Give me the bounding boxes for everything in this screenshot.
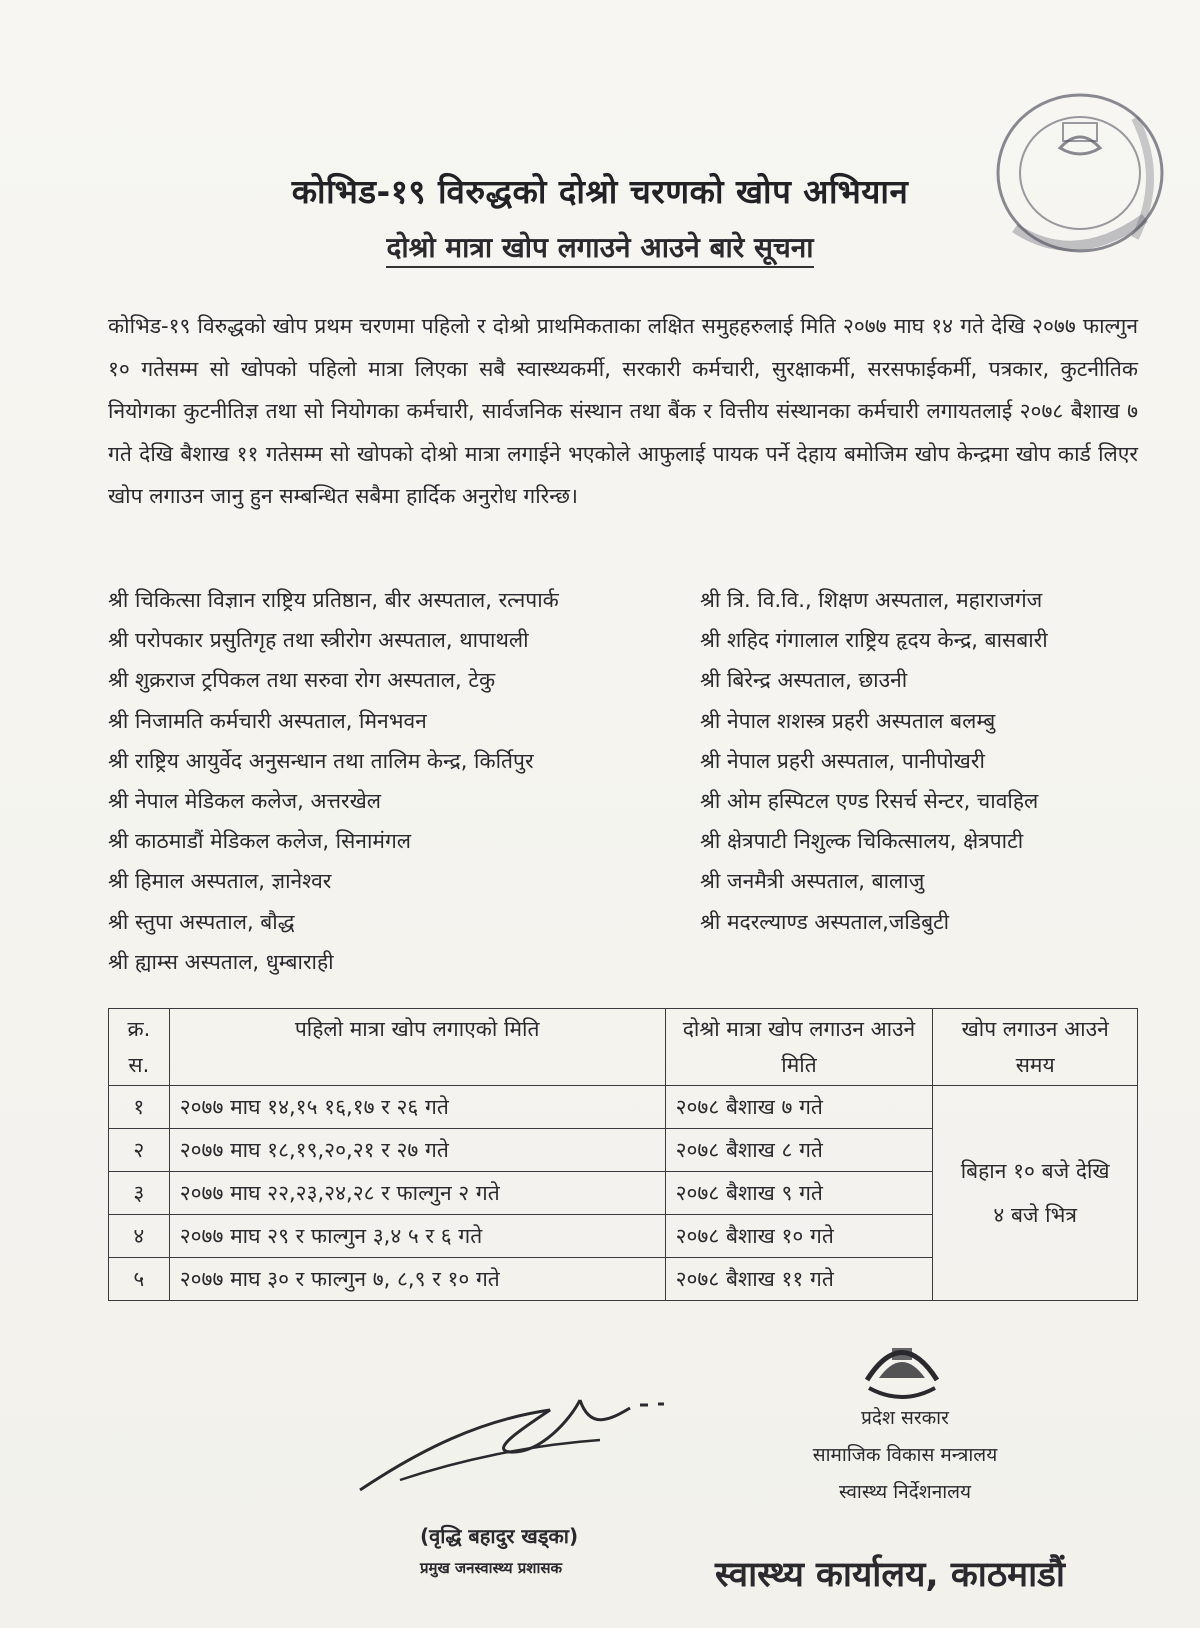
center-item: श्री बिरेन्द्र अस्पताल, छाउनी	[700, 668, 908, 693]
subtitle-text: दोश्रो मात्रा खोप लगाउने आउने बारे सूचना	[386, 231, 813, 268]
row-second-dose: २०७८ बैशाख १० गते	[665, 1215, 933, 1258]
vaccination-centers-left	[108, 580, 678, 982]
row-sn: १	[109, 1086, 170, 1129]
row-second-dose: २०७८ बैशाख ७ गते	[665, 1086, 933, 1129]
center-item: श्री मदरल्याण्ड अस्पताल,जडिबुटी	[700, 909, 950, 934]
office-line-3: स्वास्थ्य निर्देशनालय	[838, 1481, 972, 1503]
notice-paragraph: कोभिड-१९ विरुद्धको खोप प्रथम चरणमा पहिलो र दोश्रो प्राथमिकताका लक्षित समुहहरुलाई मिति २०७७ माघ १४ गते देखि २०७७ फाल्गुन १० गतेसम्म सो खोपको पहिलो मात्रा लिएका सबै स्वास्थ्यकर्मी, सरकारी कर्मचारी, सुरक्षाकर्मी, सरसफाईकर्मी, पत्रकार, कुटनीतिक नियोगका कुटनीतिज्ञ तथा सो नियोगका कर्मचारी, सार्वजनिक संस्थान तथा बैंक र वित्तीय संस्थानका कर्मचारी लगायतलाई २०७८ बैशाख ७ गते देखि बैशाख ११ गतेसम्म सो खोपको दोश्रो मात्रा लगाईने भएकोले आफुलाई पायक पर्ने देहाय बमोजिम खोप केन्द्रमा खोप कार्ड लिएर खोप लगाउन जानु हुन सम्बन्धित सबैमा हार्दिक अनुरोध गरिन्छ।	[108, 314, 1138, 508]
government-emblem-icon	[857, 1330, 947, 1402]
office-line-1: प्रदेश सरकार	[861, 1407, 949, 1429]
row-first-dose: २०७७ माघ २२,२३,२४,२८ र फाल्गुन २ गते	[169, 1172, 665, 1215]
center-item: श्री परोपकार प्रसुतिगृह तथा स्त्रीरोग अस्पताल, थापाथली	[108, 628, 529, 653]
vaccination-centers-right	[700, 580, 1170, 942]
row-sn: २	[109, 1129, 170, 1172]
table-row	[109, 1086, 1138, 1129]
header-sn: क्र. स.	[109, 1009, 170, 1086]
center-item: श्री शुक्रराज ट्रपिकल तथा सरुवा रोग अस्पताल, टेकु	[108, 668, 496, 693]
row-first-dose: २०७७ माघ २९ र फाल्गुन ३,४ ५ र ६ गते	[169, 1215, 665, 1258]
header-second-dose: दोश्रो मात्रा खोप लगाउन आउने मिति	[665, 1009, 933, 1086]
header-first-dose: पहिलो मात्रा खोप लगाएको मिति	[169, 1009, 665, 1086]
page-title: कोभिड-१९ विरुद्धको दोश्रो चरणको खोप अभियान	[291, 172, 909, 211]
signer-title: प्रमुख जनस्वास्थ्य प्रशासक	[420, 1559, 563, 1577]
center-item: श्री क्षेत्रपाटी निशुल्क चिकित्सालय, क्षेत्रपाटी	[700, 829, 1024, 854]
center-item: श्री नेपाल मेडिकल कलेज, अत्तरखेल	[108, 789, 382, 814]
row-time	[933, 1086, 1138, 1301]
page-subtitle	[0, 228, 1200, 266]
row-second-dose: २०७८ बैशाख ९ गते	[665, 1172, 933, 1215]
center-item: श्री ओम हस्पिटल एण्ड रिसर्च सेन्टर, चावहिल	[700, 789, 1039, 814]
row-first-dose: २०७७ माघ ३० र फाल्गुन ७, ८,९ र १० गते	[169, 1258, 665, 1301]
center-item: श्री निजामति कर्मचारी अस्पताल, मिनभवन	[108, 708, 427, 733]
office-name: स्वास्थ्य कार्यालय, काठमाडौं	[715, 1555, 1065, 1595]
row-sn: ३	[109, 1172, 170, 1215]
row-sn: ५	[109, 1258, 170, 1301]
table-header-row	[109, 1009, 1138, 1086]
center-item: श्री ह्याम्स अस्पताल, धुम्बाराही	[108, 949, 334, 974]
row-first-dose: २०७७ माघ १४,१५ १६,१७ र २६ गते	[169, 1086, 665, 1129]
row-second-dose: २०७८ बैशाख ८ गते	[665, 1129, 933, 1172]
center-item: श्री नेपाल शशस्त्र प्रहरी अस्पताल बलम्बु	[700, 708, 996, 733]
time-value: बिहान १० बजे देखि ४ बजे भित्र	[960, 1159, 1110, 1227]
center-item: श्री त्रि. वि.वि., शिक्षण अस्पताल, महाराजगंज	[700, 588, 1043, 612]
center-item: श्री जनमैत्री अस्पताल, बालाजु	[700, 869, 925, 894]
signature	[340, 1380, 690, 1510]
signer-name: (वृद्धि बहादुर खड्का)	[420, 1524, 579, 1548]
office-line-2: सामाजिक विकास मन्त्रालय	[812, 1444, 998, 1466]
center-item: श्री चिकित्सा विज्ञान राष्ट्रिय प्रतिष्ठान, बीर अस्पताल, रत्नपार्क	[108, 588, 559, 612]
schedule-table	[108, 1008, 1138, 1301]
row-sn: ४	[109, 1215, 170, 1258]
issuing-office-block	[770, 1400, 1040, 1511]
center-item: श्री स्तुपा अस्पताल, बौद्ध	[108, 909, 295, 934]
center-item: श्री शहिद गंगालाल राष्ट्रिय हृदय केन्द्र, बासबारी	[700, 628, 1048, 653]
center-item: श्री नेपाल प्रहरी अस्पताल, पानीपोखरी	[700, 748, 985, 773]
center-item: श्री राष्ट्रिय आयुर्वेद अनुसन्धान तथा तालिम केन्द्र, किर्तिपुर	[108, 748, 534, 773]
center-item: श्री हिमाल अस्पताल, ज्ञानेश्वर	[108, 869, 332, 894]
center-item: श्री काठमाडौं मेडिकल कलेज, सिनामंगल	[108, 829, 412, 854]
row-first-dose: २०७७ माघ १८,१९,२०,२१ र २७ गते	[169, 1129, 665, 1172]
header-time: खोप लगाउन आउने समय	[933, 1009, 1138, 1086]
row-second-dose: २०७८ बैशाख ११ गते	[665, 1258, 933, 1301]
